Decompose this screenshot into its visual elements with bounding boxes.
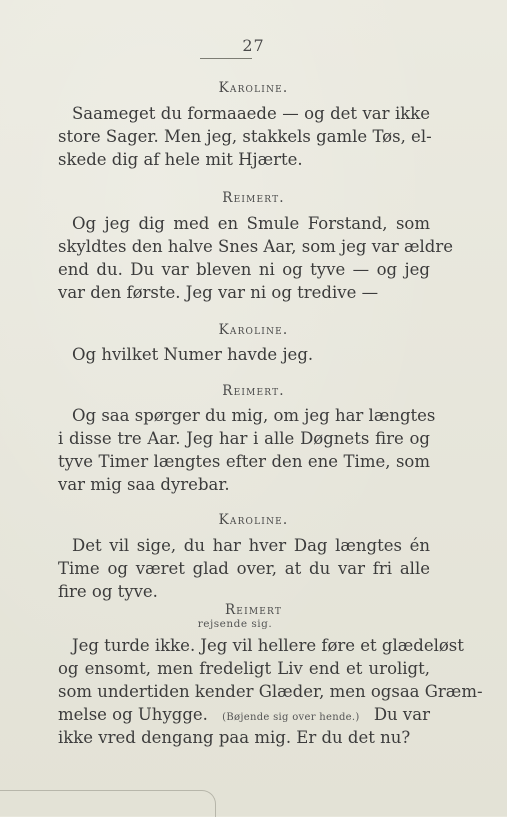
stage-direction: rejsende sig. bbox=[197, 618, 273, 630]
dialogue-line: store Sager. Men jeg, stakkels gamle Tøs, el- bbox=[58, 127, 432, 146]
dialogue-text: Du var bbox=[373, 705, 430, 724]
dialogue-line: Og hvilket Numer havde jeg. bbox=[72, 345, 314, 364]
dialogue-line: var den første. Jeg var ni og tredive — bbox=[58, 283, 379, 302]
page-edge-mark bbox=[0, 790, 216, 817]
speaker-name: Reimert. bbox=[222, 383, 285, 399]
dialogue-line: fire og tyve. bbox=[58, 582, 158, 601]
speaker-name: Karoline. bbox=[218, 322, 289, 338]
dialogue-line: end du. Du var bleven ni og tyve — og jeg bbox=[58, 260, 430, 279]
dialogue-line: skyldtes den halve Snes Aar, som jeg var ældre bbox=[58, 237, 454, 256]
dialogue-line: skede dig af hele mit Hjærte. bbox=[58, 150, 303, 169]
speaker-name: Reimert. bbox=[222, 190, 285, 206]
dialogue-line-with-direction bbox=[58, 705, 430, 728]
speaker-name: Reimert bbox=[224, 602, 283, 618]
dialogue-line: tyve Timer længtes efter den ene Time, som bbox=[58, 452, 430, 471]
dialogue-line: Og jeg dig med en Smule Forstand, som bbox=[72, 214, 430, 233]
speaker-name: Karoline. bbox=[218, 512, 289, 528]
dialogue-line: var mig saa dyrebar. bbox=[58, 475, 230, 494]
dialogue-text: melse og Uhygge. bbox=[58, 705, 208, 724]
dialogue-line: i disse tre Aar. Jeg har i alle Døgnets fire og bbox=[58, 429, 430, 448]
dialogue-line: Og saa spørger du mig, om jeg har længtes bbox=[72, 406, 436, 425]
dialogue-line: Det vil sige, du har hver Dag længtes én bbox=[72, 536, 430, 555]
dialogue-line: og ensomt, men fredeligt Liv end et uroligt, bbox=[58, 659, 430, 678]
dialogue-line: som undertiden kender Glæder, men ogsaa Græm- bbox=[58, 682, 483, 701]
dialogue-line: Time og været glad over, at du var fri alle bbox=[58, 559, 430, 578]
inline-stage-direction: (Bøjende sig over hende.) bbox=[222, 712, 360, 723]
dialogue-line: Jeg turde ikke. Jeg vil hellere føre et glædeløst bbox=[72, 636, 464, 655]
page-number-rule bbox=[200, 58, 252, 59]
dialogue-line: ikke vred dengang paa mig. Er du det nu? bbox=[58, 728, 411, 747]
dialogue-line: Saameget du formaaede — og det var ikke bbox=[72, 104, 430, 123]
page-number: 27 bbox=[242, 36, 265, 55]
speaker-name: Karoline. bbox=[218, 80, 289, 96]
